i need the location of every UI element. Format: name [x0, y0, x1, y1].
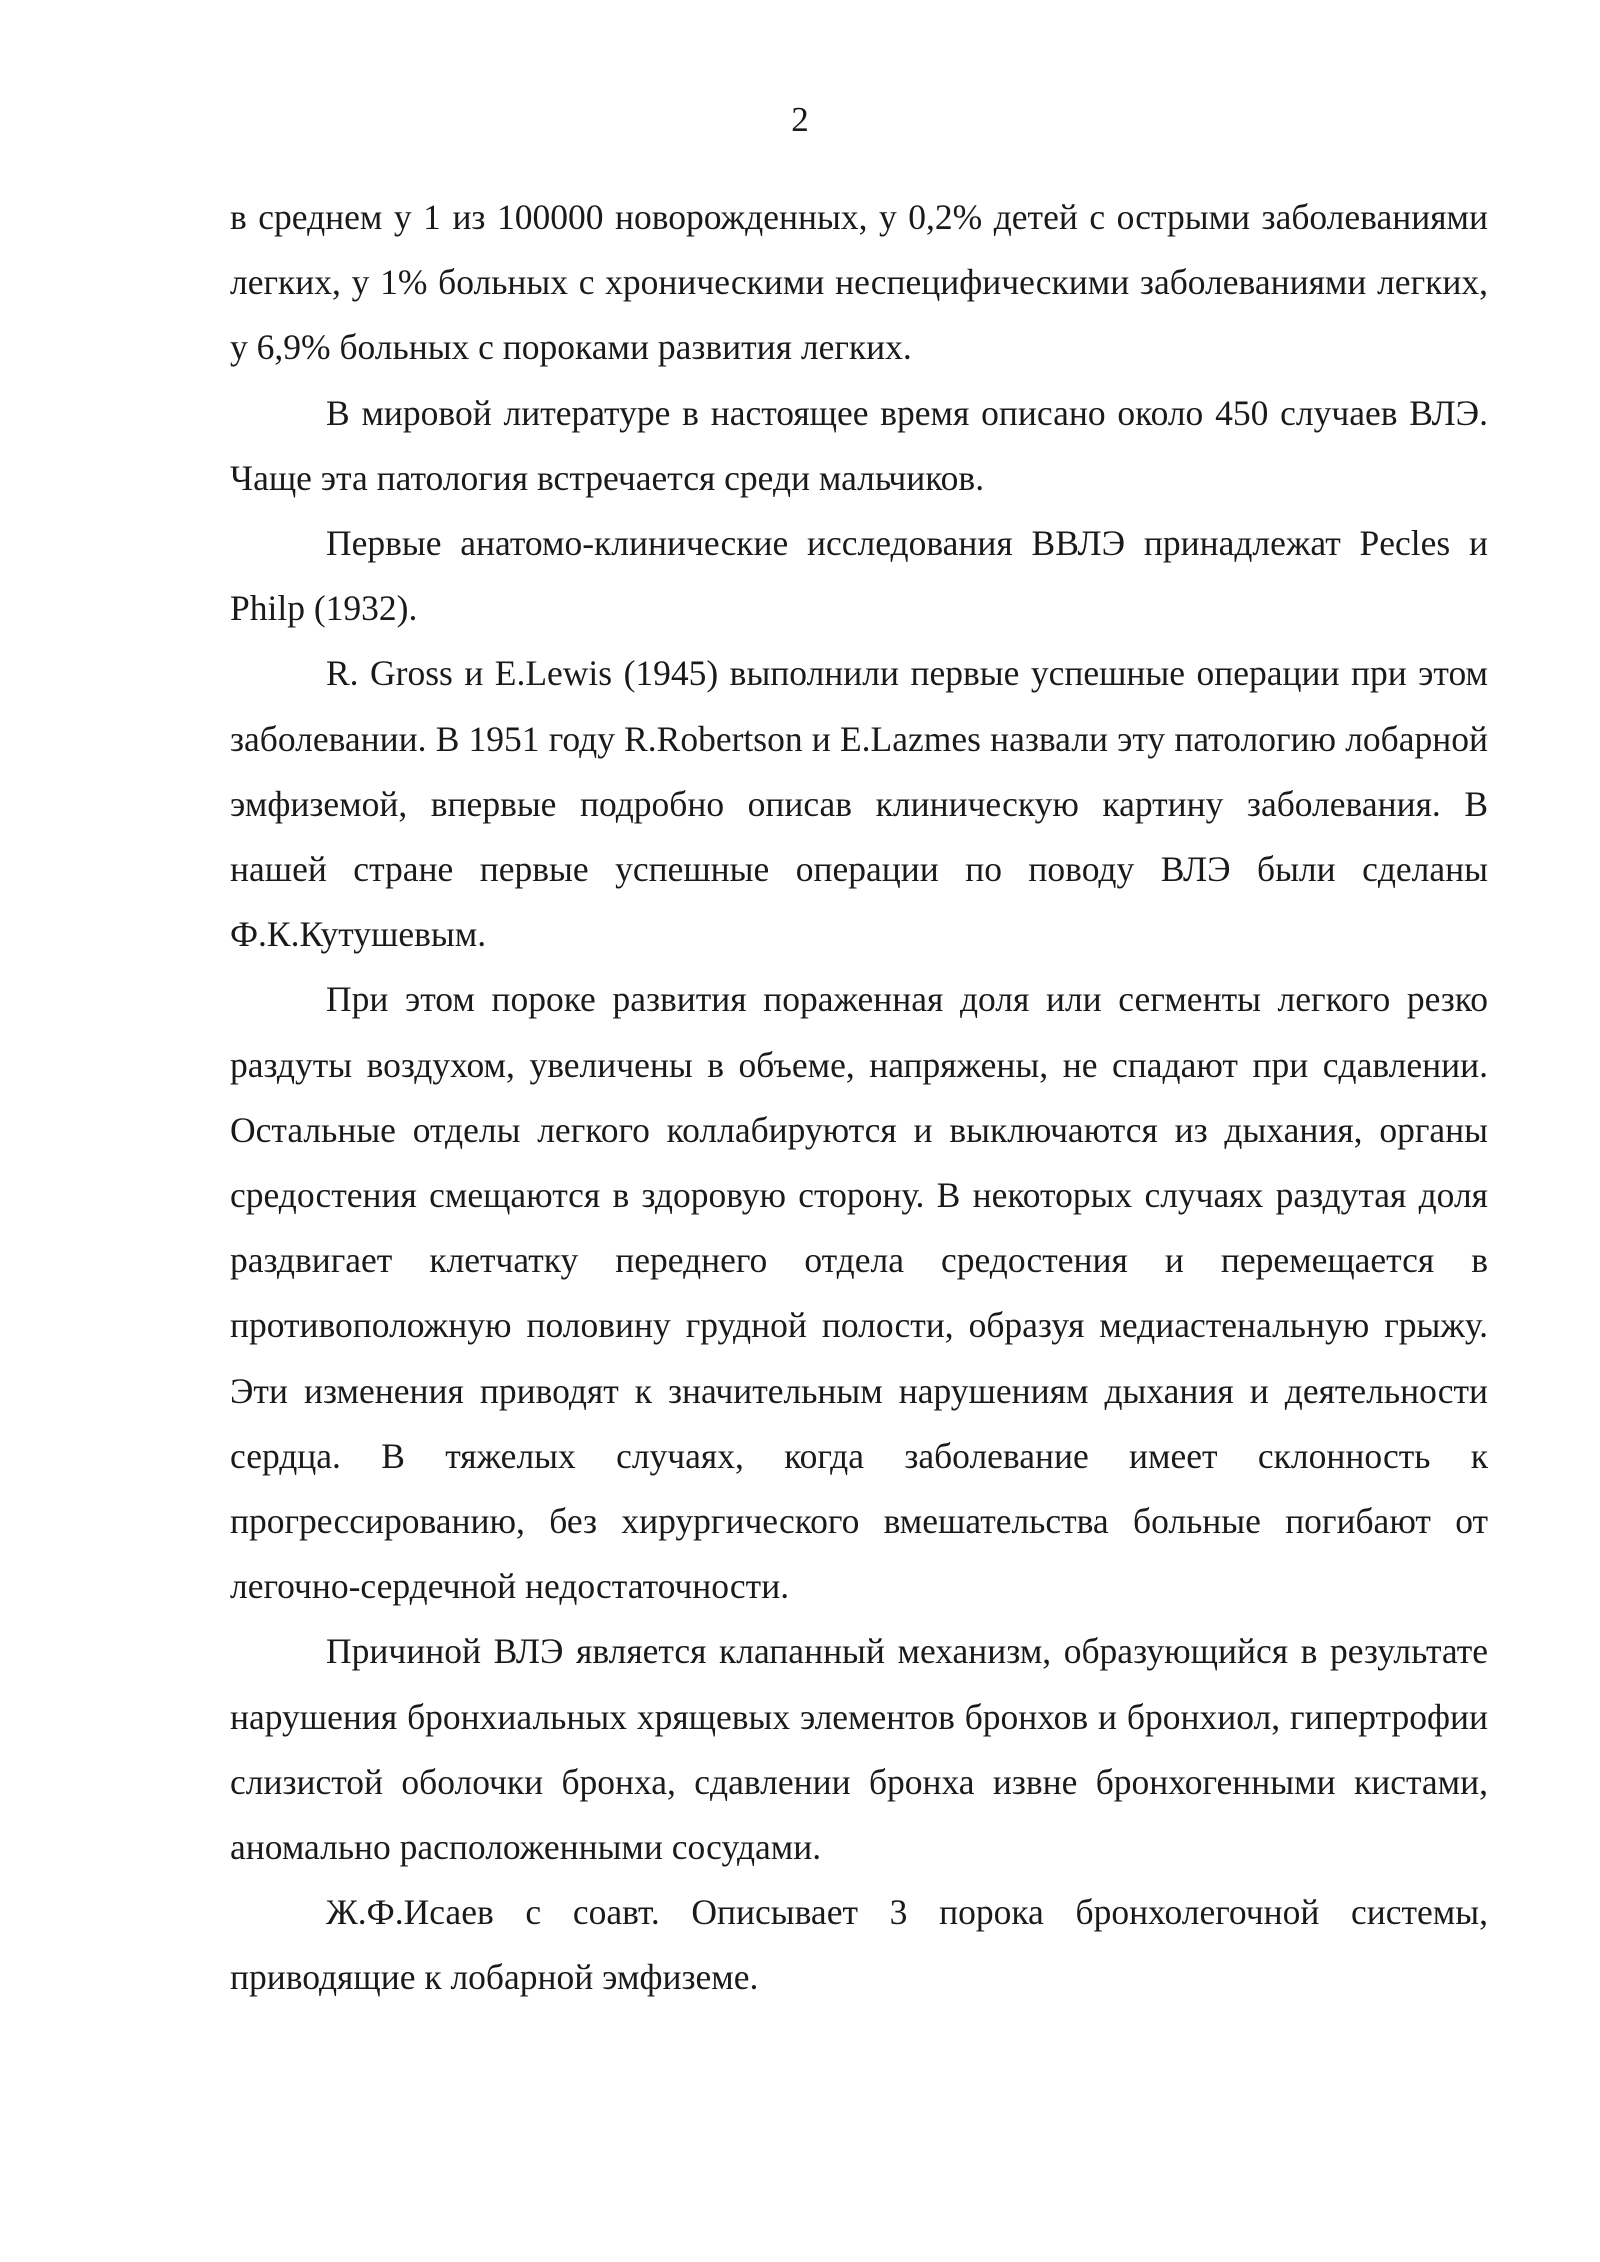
paragraph-4: R. Gross и E.Lewis (1945) выполнили первые успешные операции при этом заболевании. В 1951 году R.Robertson и E.Lazmes назвали эту патологию лобарной эмфиземой, впервые подробно описав клиническую картину заболевания. В нашей стране первые успешные операции по поводу ВЛЭ были сделаны Ф.К.Кутушевым.	[230, 653, 1488, 955]
body-text	[230, 185, 1488, 2011]
paragraph-1: в среднем у 1 из 100000 новорожденных, у 0,2% детей с острыми заболеваниями легких, у 1% больных с хроническими неспецифическими заболеваниями легких, у 6,9% больных с пороками развития легких.	[230, 197, 1488, 368]
paragraph-5: При этом пороке развития пораженная доля или сегменты легкого резко раздуты воздухом, увеличены в объеме, напряжены, не спадают при сдавлении. Остальные отделы легкого коллабируются и выключаются из дыхания, органы средостения смещаются в здоровую сторону. В некоторых случаях раздутая доля раздвигает клетчатку переднего отдела средостения и перемещается в противоположную половину грудной полости, образуя медиастенальную грыжу. Эти изменения приводят к значительным нарушениям дыхания и деятельности сердца. В тяжелых случаях, когда заболевание имеет склонность к прогрессированию, без хирургического вмешательства больные погибают от легочно-сердечной недостаточности.	[230, 979, 1488, 1607]
paragraph-2: В мировой литературе в настоящее время описано около 450 случаев ВЛЭ. Чаще эта патология встречается среди мальчиков.	[230, 392, 1488, 498]
paragraph-3: Первые анатомо-клинические исследования ВВЛЭ принадлежат Pecles и Philp (1932).	[230, 523, 1488, 629]
paragraph-7: Ж.Ф.Исаев с соавт. Описывает 3 порока бронхолегочной системы, приводящие к лобарной эмфиземе.	[230, 1892, 1488, 1998]
page-number: 2	[791, 100, 809, 139]
paragraph-6: Причиной ВЛЭ является клапанный механизм, образующийся в результате нарушения бронхиальных хрящевых элементов бронхов и бронхиол, гипертрофии слизистой оболочки бронха, сдавлении бронха извне бронхогенными кистами, аномально расположенными сосудами.	[230, 1631, 1488, 1868]
